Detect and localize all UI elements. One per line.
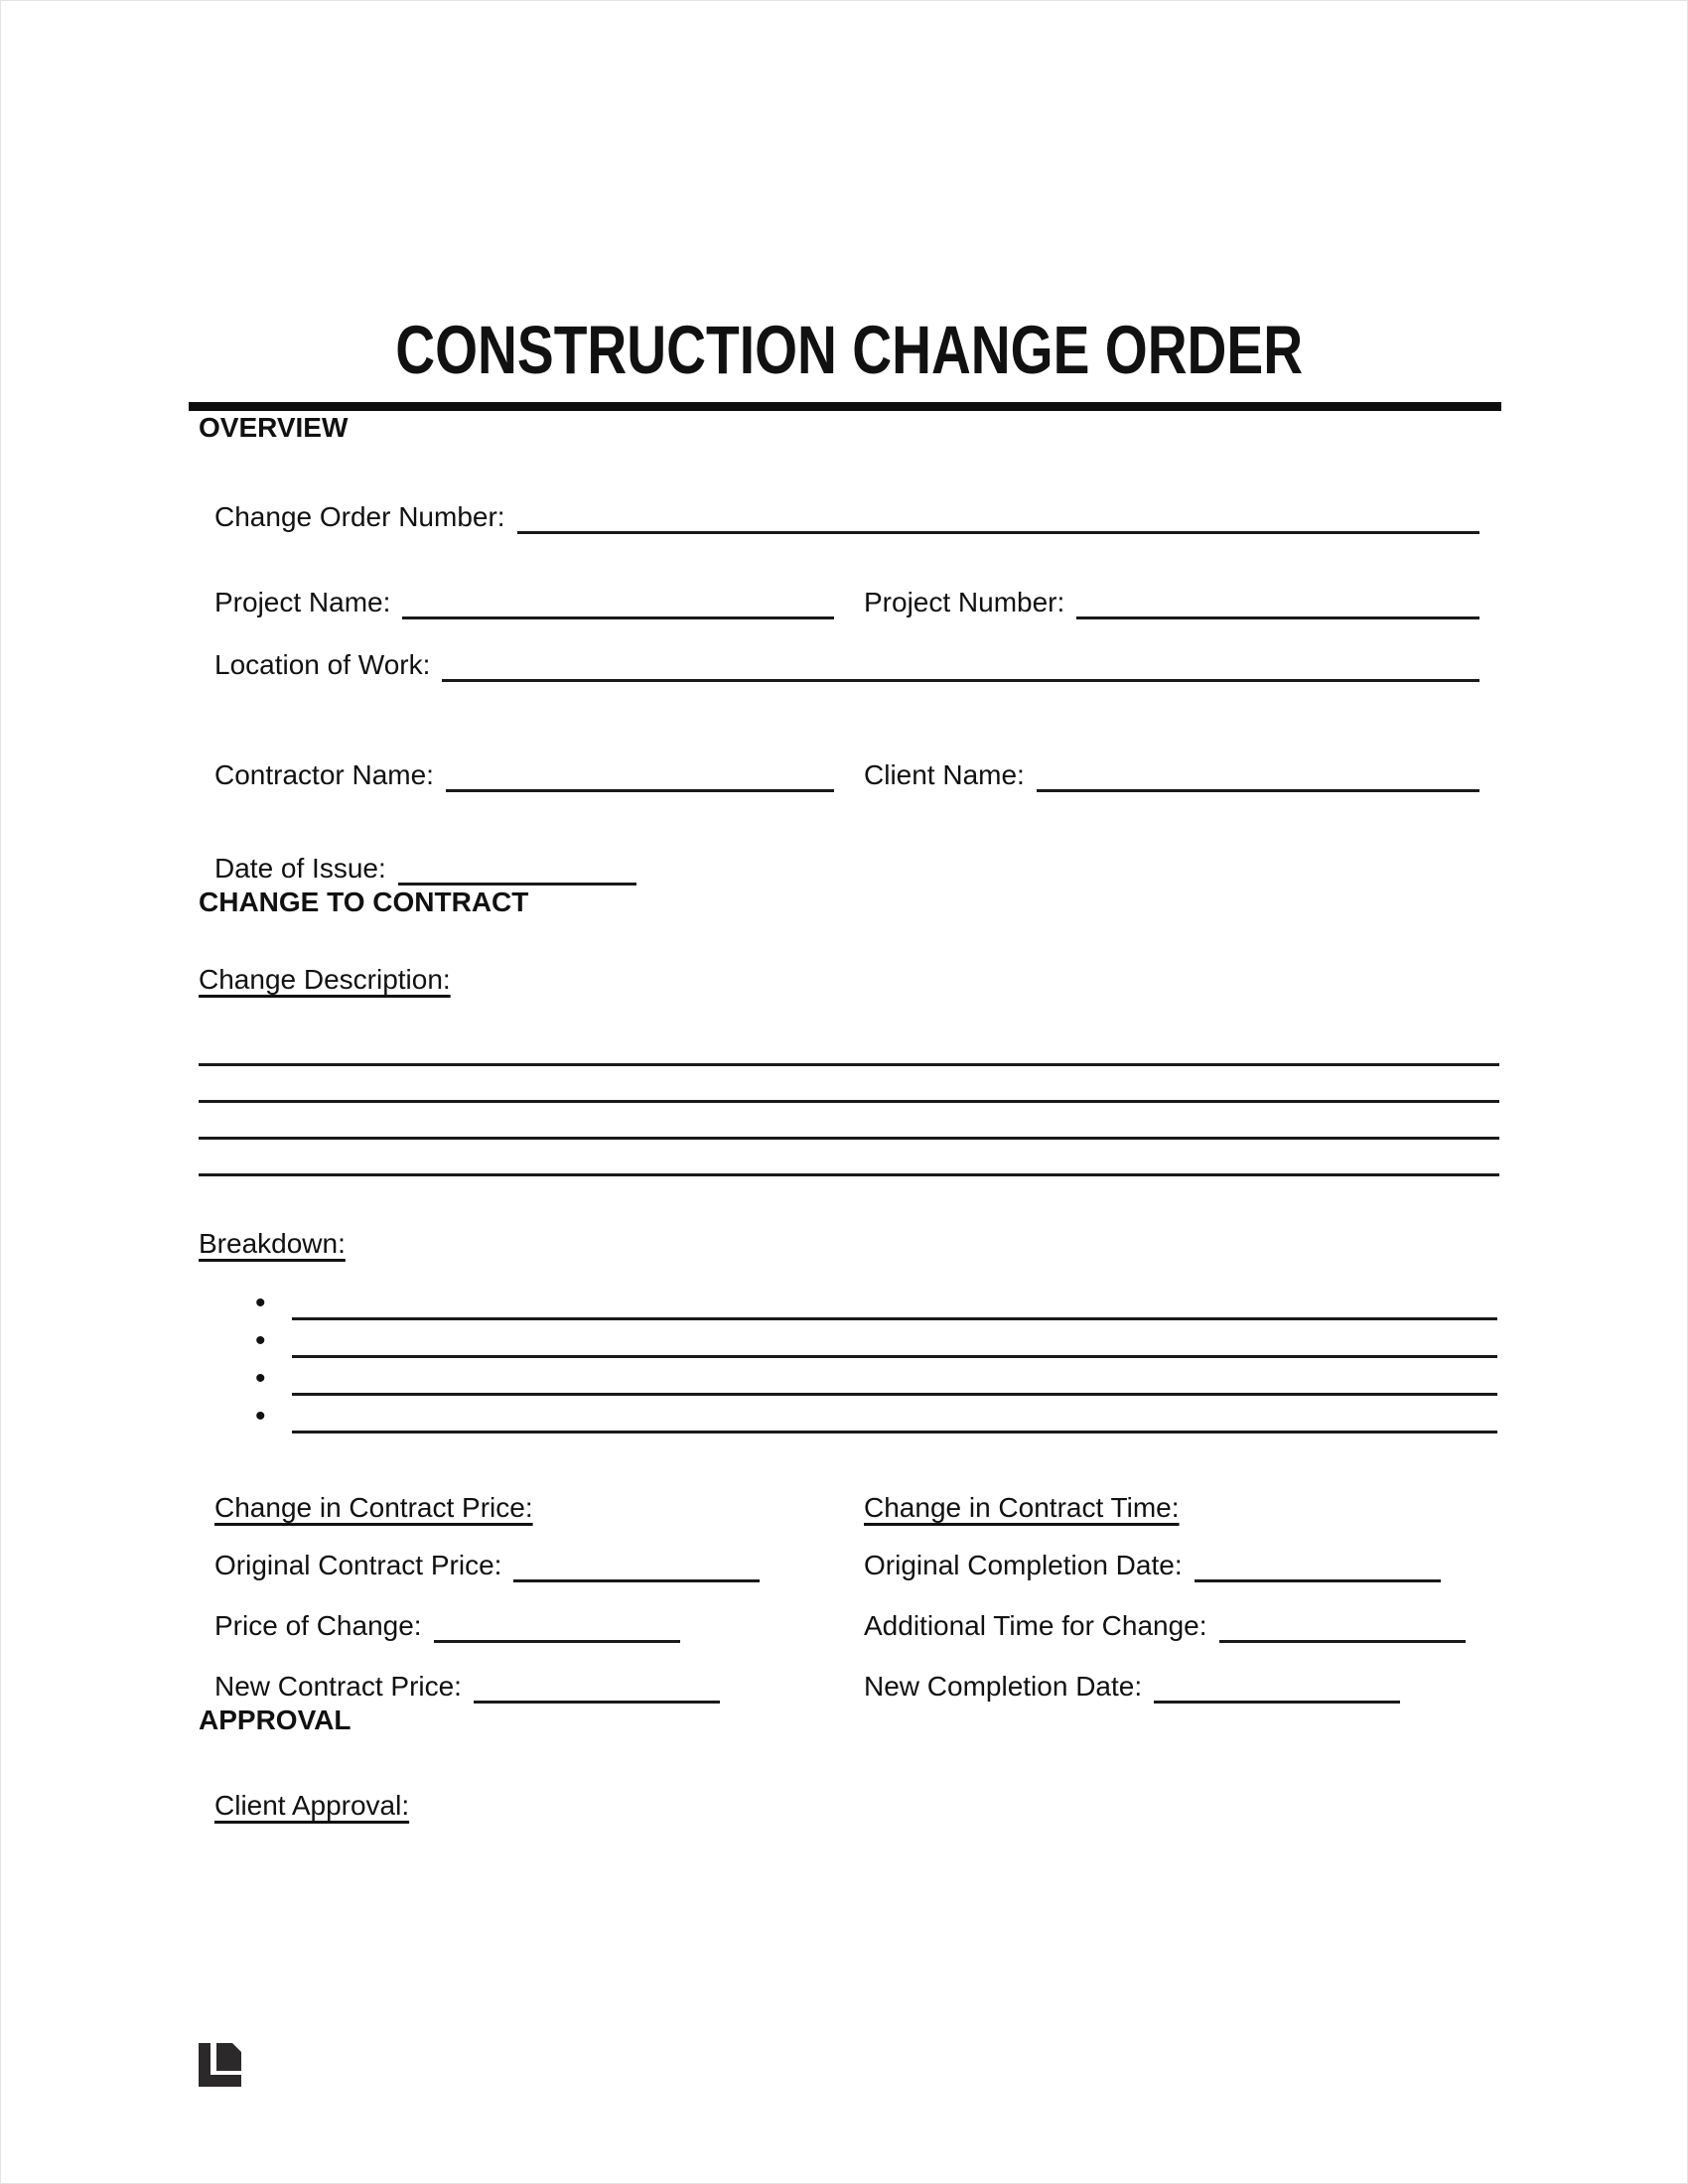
legal-templates-logo [199, 2043, 242, 2087]
field-price-of-change [214, 1609, 864, 1643]
field-location-of-work [199, 648, 1499, 682]
original-completion-date-blank[interactable] [1195, 1553, 1441, 1582]
change-order-number-blank[interactable] [517, 504, 1479, 534]
breakdown-label: Breakdown: [199, 1228, 346, 1259]
legal-templates-logo-icon [199, 2043, 242, 2087]
breakdown-item [255, 1320, 1497, 1358]
date-of-issue-label: Date of Issue: [214, 853, 386, 884]
contractor-name-blank[interactable] [446, 762, 834, 792]
breakdown-item [255, 1396, 1497, 1433]
field-date-of-issue [199, 852, 1499, 886]
client-name-label: Client Name: [864, 759, 1025, 790]
new-contract-price-blank[interactable] [474, 1674, 720, 1704]
field-project-number [864, 586, 1479, 619]
document-content [199, 312, 1499, 1823]
project-number-blank[interactable] [1076, 590, 1479, 619]
breakdown-list [199, 1283, 1499, 1433]
original-contract-price-label: Original Contract Price: [214, 1550, 502, 1580]
change-description-lines [199, 1029, 1499, 1176]
section-overview [199, 411, 1499, 886]
time-column [864, 1491, 1499, 1704]
change-description-line[interactable] [199, 1103, 1499, 1140]
change-description-line[interactable] [199, 1066, 1499, 1103]
bullet-icon: • [255, 1287, 266, 1319]
field-new-completion-date [864, 1670, 1499, 1704]
breakdown-item-blank[interactable] [292, 1366, 1497, 1396]
field-change-order-number [199, 500, 1499, 534]
field-contractor-name [214, 758, 864, 792]
page-title-text: CONSTRUCTION CHANGE ORDER [395, 312, 1303, 388]
change-to-contract-heading: CHANGE TO CONTRACT [199, 887, 529, 917]
breakdown-item [255, 1358, 1497, 1396]
field-original-completion-date [864, 1549, 1499, 1582]
breakdown-item-blank[interactable] [292, 1328, 1497, 1358]
field-additional-time-for-change [864, 1609, 1499, 1643]
approval-heading: APPROVAL [199, 1705, 352, 1735]
change-description-line[interactable] [199, 1140, 1499, 1176]
breakdown-item-blank[interactable] [292, 1404, 1497, 1433]
price-of-change-label: Price of Change: [214, 1610, 422, 1641]
project-name-label: Project Name: [214, 587, 391, 617]
change-description-line[interactable] [199, 1029, 1499, 1066]
location-of-work-blank[interactable] [442, 652, 1479, 682]
change-description-label: Change Description: [199, 964, 451, 995]
original-completion-date-label: Original Completion Date: [864, 1550, 1183, 1580]
new-contract-price-label: New Contract Price: [214, 1671, 462, 1702]
bullet-icon: • [255, 1362, 266, 1395]
field-new-contract-price [214, 1670, 864, 1704]
date-of-issue-blank[interactable] [398, 856, 636, 886]
project-name-blank[interactable] [402, 590, 834, 619]
title-rule [189, 402, 1501, 411]
field-client-name [864, 758, 1479, 792]
original-contract-price-blank[interactable] [513, 1553, 760, 1582]
new-completion-date-label: New Completion Date: [864, 1671, 1143, 1702]
location-of-work-label: Location of Work: [214, 649, 431, 680]
price-column-heading: Change in Contract Price: [214, 1492, 533, 1523]
field-project-name [214, 586, 864, 619]
client-name-blank[interactable] [1037, 762, 1479, 792]
client-approval-label: Client Approval: [214, 1790, 410, 1821]
breakdown-item-blank[interactable] [292, 1291, 1497, 1320]
additional-time-for-change-blank[interactable] [1219, 1613, 1466, 1643]
new-completion-date-blank[interactable] [1154, 1674, 1400, 1704]
additional-time-for-change-label: Additional Time for Change: [864, 1610, 1207, 1641]
contractor-name-label: Contractor Name: [214, 759, 434, 790]
time-column-heading: Change in Contract Time: [864, 1492, 1180, 1523]
breakdown-item [255, 1283, 1497, 1320]
field-row-project [199, 586, 1499, 619]
contract-change-columns [199, 1491, 1499, 1704]
project-number-label: Project Number: [864, 587, 1065, 617]
bullet-icon: • [255, 1324, 266, 1357]
field-original-contract-price [214, 1549, 864, 1582]
overview-heading: OVERVIEW [199, 412, 349, 443]
field-row-parties [199, 758, 1499, 792]
section-change-to-contract [199, 886, 1499, 1704]
bullet-icon: • [255, 1400, 266, 1433]
price-of-change-blank[interactable] [434, 1613, 680, 1643]
page-title [199, 312, 1499, 388]
change-order-number-label: Change Order Number: [214, 501, 505, 532]
section-approval [199, 1704, 1499, 1823]
price-column [214, 1491, 864, 1704]
